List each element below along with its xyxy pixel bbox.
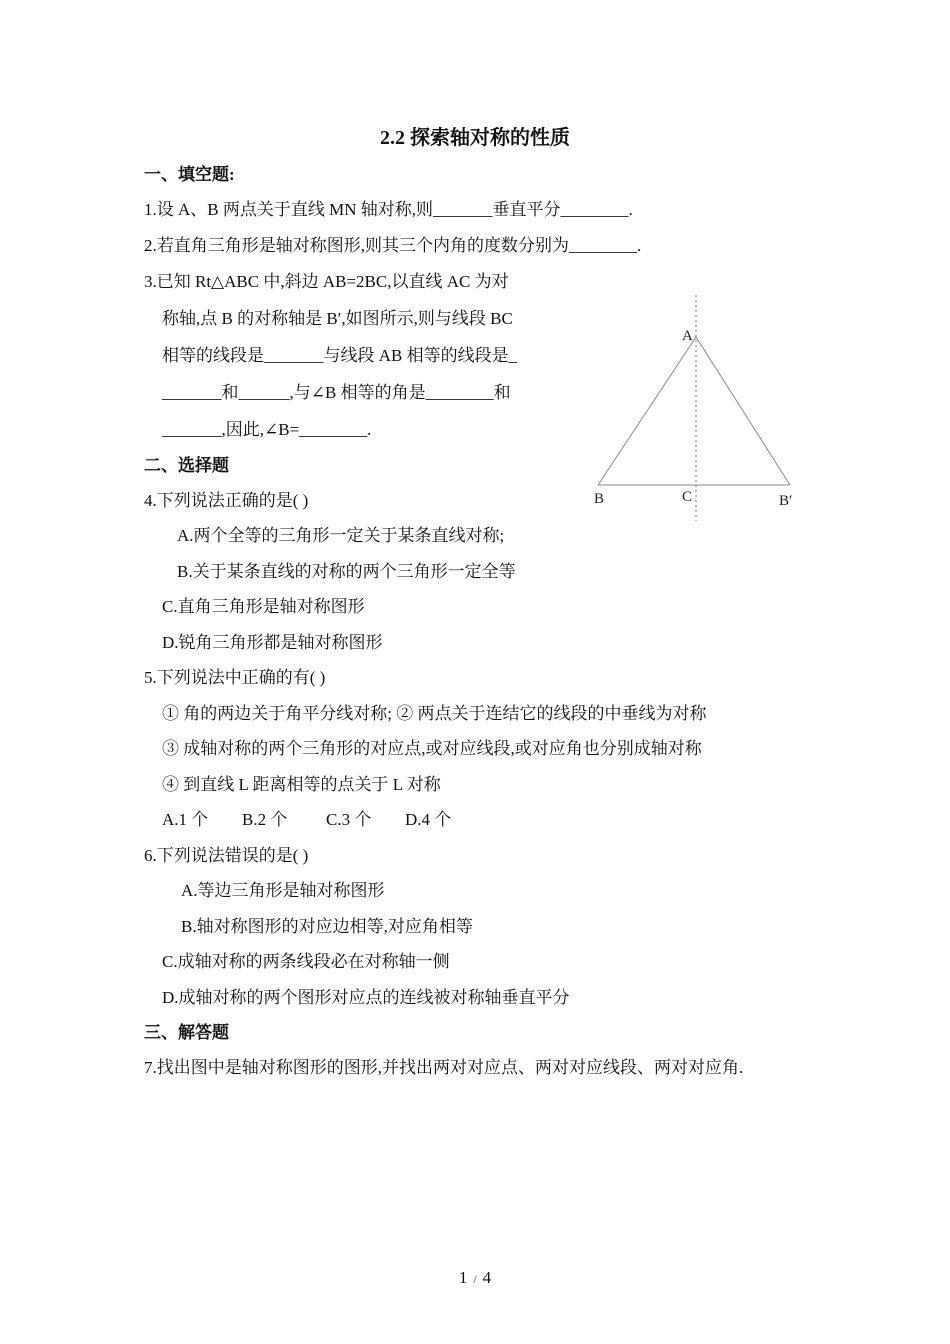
question-4-stem: 4.下列说法正确的是( ) <box>144 491 309 510</box>
label-b: B <box>594 491 605 507</box>
segment-ab-prime <box>696 337 790 485</box>
question-5-option-a: A.1 个 <box>162 810 209 829</box>
section-heading-fill-in: 一、填空题: <box>144 165 235 184</box>
question-5-option-c: C.3 个 <box>326 810 372 829</box>
page-separator: / <box>473 1272 477 1286</box>
page-title: 2.2 探索轴对称的性质 <box>380 127 570 149</box>
segment-ab <box>598 337 696 485</box>
question-5-option-d: D.4 个 <box>405 810 452 829</box>
question-6-option-b: B.轴对称图形的对应边相等,对应角相等 <box>181 917 473 936</box>
question-7: 7.找出图中是轴对称图形的图形,并找出两对对应点、两对对应线段、两对对应角. <box>144 1058 744 1077</box>
question-4-option-c: C.直角三角形是轴对称图形 <box>162 597 365 616</box>
total-pages: 4 <box>482 1268 492 1287</box>
question-1: 1.设 A、B 两点关于直线 MN 轴对称,则_______垂直平分________. <box>144 200 633 219</box>
question-2: 2.若直角三角形是轴对称图形,则其三个内角的度数分别为________. <box>144 236 642 255</box>
section-heading-answer: 三、解答题 <box>144 1023 229 1042</box>
question-3-line-1: 3.已知 Rt△ABC 中,斜边 AB=2BC,以直线 AC 为对 <box>144 272 509 291</box>
question-5-options <box>162 808 451 832</box>
question-5-statement-3: ④ 到直线 L 距离相等的点关于 L 对称 <box>162 775 441 794</box>
question-5-option-b: B.2 个 <box>242 810 288 829</box>
question-6-option-d: D.成轴对称的两个图形对应点的连线被对称轴垂直平分 <box>162 988 570 1007</box>
question-5-statement-1: ① 角的两边关于角平分线对称; ② 两点关于连结它的线段的中垂线为对称 <box>162 704 707 723</box>
question-3-line-3: 相等的线段是_______与线段 AB 相等的线段是_ <box>162 346 518 365</box>
label-a: A <box>682 328 693 344</box>
triangle-figure <box>580 285 810 530</box>
question-6-stem: 6.下列说法错误的是( ) <box>144 846 309 865</box>
question-3-line-5: _______,因此,∠B=________. <box>162 420 372 439</box>
question-4-option-b: B.关于某条直线的对称的两个三角形一定全等 <box>177 562 516 581</box>
question-4-option-d: D.锐角三角形都是轴对称图形 <box>162 633 383 652</box>
current-page: 1 <box>458 1268 468 1287</box>
label-b-prime: B′ <box>779 493 793 509</box>
page-number <box>0 1266 950 1291</box>
label-c: C <box>682 489 693 505</box>
question-5-statement-2: ③ 成轴对称的两个三角形的对应点,或对应线段,或对应角也分别成轴对称 <box>162 739 702 758</box>
question-6-option-c: C.成轴对称的两条线段必在对称轴一侧 <box>162 952 450 971</box>
question-4-option-a: A.两个全等的三角形一定关于某条直线对称; <box>177 526 505 545</box>
question-3-line-2: 称轴,点 B 的对称轴是 B′,如图所示,则与线段 BC <box>162 309 513 328</box>
question-3-line-4: _______和______,与∠B 相等的角是________和 <box>162 383 511 402</box>
question-6-option-a: A.等边三角形是轴对称图形 <box>181 881 385 900</box>
question-5-stem: 5.下列说法中正确的有( ) <box>144 668 326 687</box>
section-heading-choice: 二、选择题 <box>144 456 229 475</box>
